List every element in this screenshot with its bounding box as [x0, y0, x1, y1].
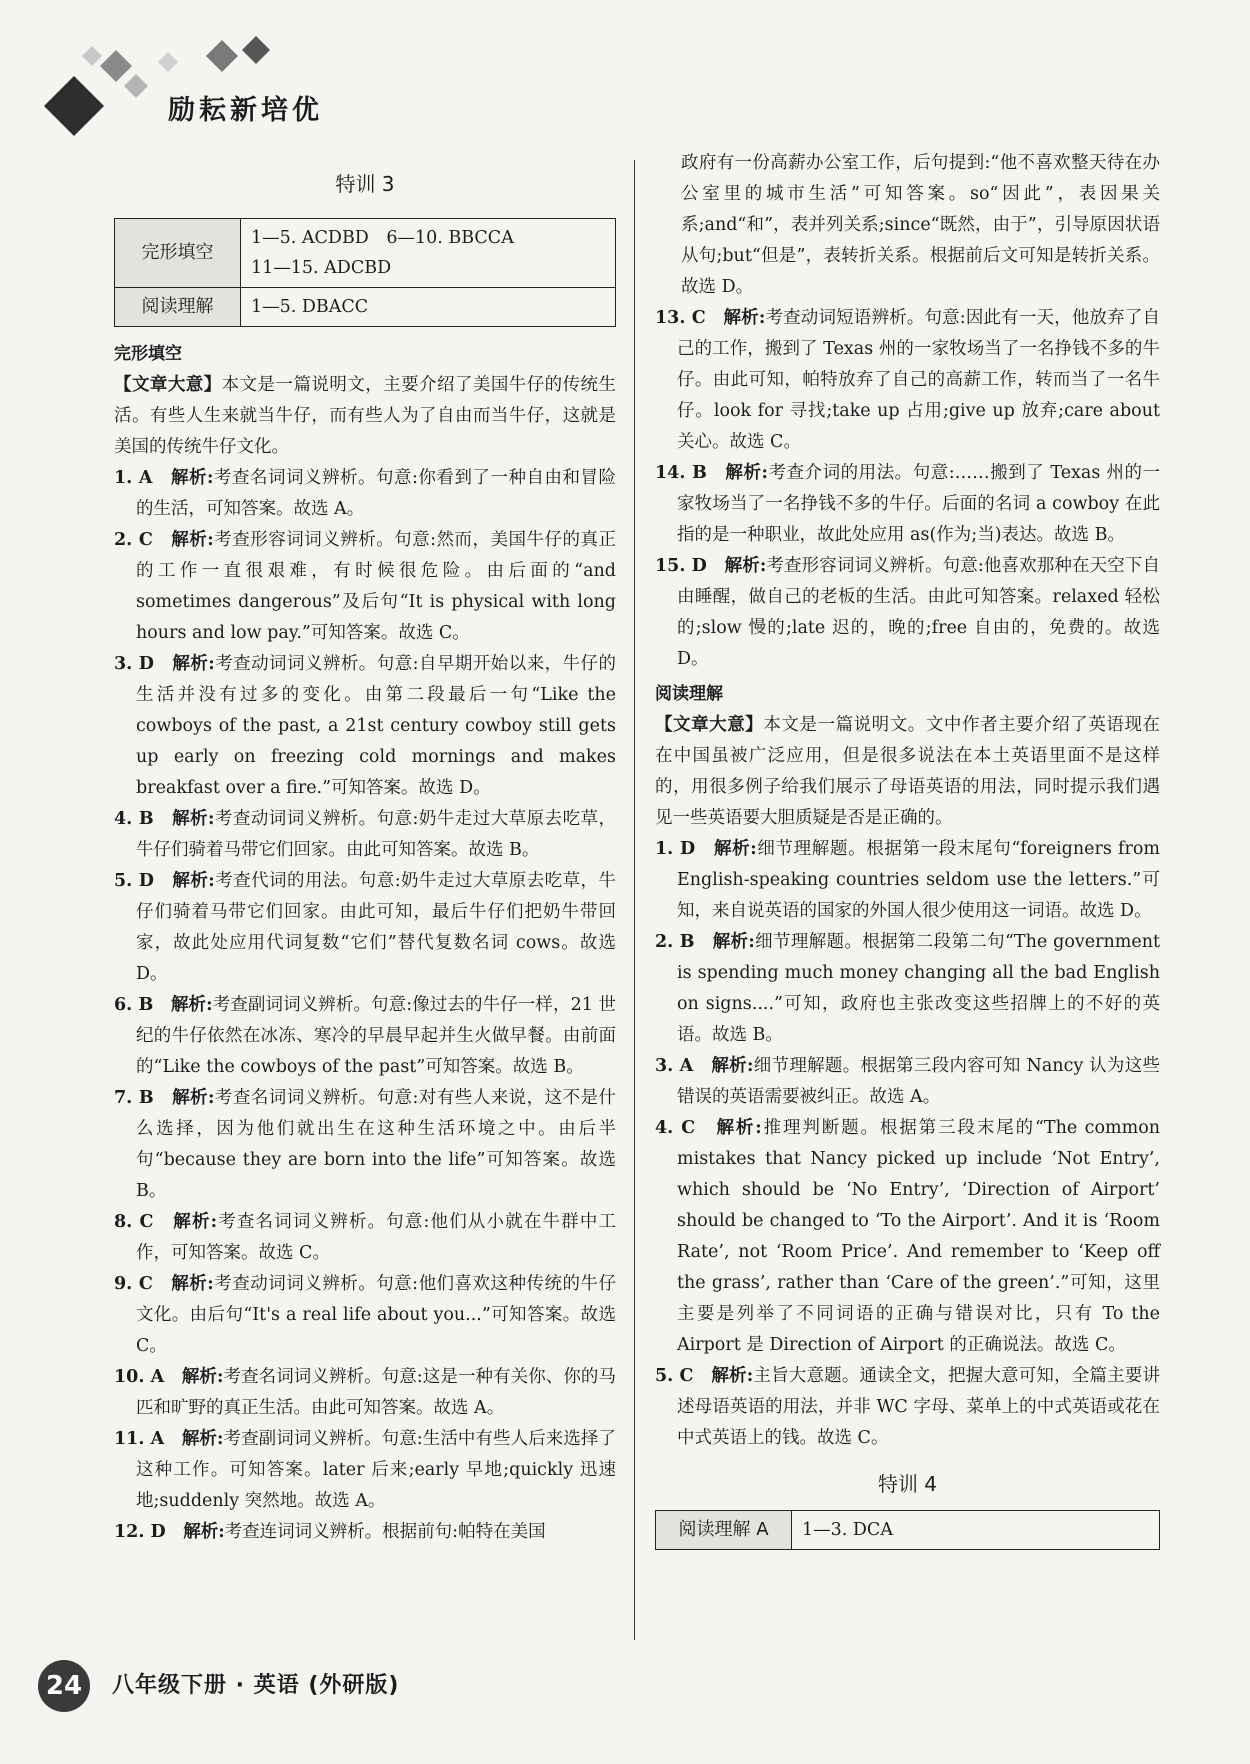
summary-key: 【文章大意】: [114, 375, 222, 395]
item-number: 9. C: [114, 1274, 153, 1294]
item-text: 考查动词词义辨析。句意:奶牛走过大草原去吃草，牛仔们骑着马带它们回家。由此可知答案。故选 B。: [136, 809, 617, 860]
item-analysis-key: 解析:: [172, 871, 215, 891]
summary-text: 本文是一篇说明文。文中作者主要介绍了英语现在在中国虽被广泛应用，但是很多说法在本土英语里面不是这样的，用很多例子给我们展示了母语英语的用法，同时提示我们遇见一些英语要大胆质疑是否是正确的。: [655, 715, 1161, 828]
item-analysis-key: 解析:: [172, 809, 215, 829]
summary-paragraph: [655, 710, 1160, 834]
item-number: 3. A: [655, 1056, 694, 1076]
continued-text: 政府有一份高薪办公室工作，后句提到:“他不喜欢整天待在办公室里的城市生活”可知答案。so“因此”，表因果关系;and“和”，表并列关系;since“既然，由于”，引导原因状语从句;but“但是”，表转折关系。根据前后文可知是转折关系。故选 D。: [681, 153, 1160, 297]
item-text: 考查名词词义辨析。句意:这是一种有关你、你的马匹和旷野的真正生活。由此可知答案。故选 A。: [136, 1367, 616, 1418]
item-analysis-key: 解析:: [183, 1522, 225, 1542]
item-text: 考查连词词义辨析。根据前句:帕特在美国: [224, 1522, 546, 1542]
table-answers: [241, 288, 616, 327]
brand-title: 励耘新培优: [168, 95, 323, 126]
item-analysis-key: 解析:: [172, 1088, 215, 1108]
item-number: 1. D: [655, 839, 696, 859]
page-number-badge: 24: [38, 1660, 90, 1712]
item-analysis-key: 解析:: [725, 463, 768, 483]
item-analysis-key: 解析:: [181, 1429, 224, 1449]
table-answers: [792, 1511, 1160, 1550]
list-item: [655, 927, 1160, 1051]
item-text: 考查介词的用法。句意:……搬到了 Texas 州的一家牧场当了一名挣钱不多的牛仔。后面的名词 a cowboy 在此指的是一种职业，故此处应用 as(作为;当)表达。故选 B。: [677, 463, 1160, 545]
item-analysis-key: 解析:: [712, 932, 755, 952]
list-item: [114, 1424, 616, 1517]
item-number: 11. A: [114, 1429, 165, 1449]
item-analysis-key: 解析:: [170, 468, 214, 488]
item-number: 7. B: [114, 1088, 154, 1108]
item-analysis-key: 解析:: [181, 1367, 224, 1387]
summary-paragraph: [114, 370, 616, 463]
item-number: 2. B: [655, 932, 695, 952]
section-title-4: 特训 4: [877, 1472, 938, 1496]
list-item: [114, 1083, 616, 1207]
heading-cloze: 完形填空: [114, 344, 182, 364]
item-number: 10. A: [114, 1367, 165, 1387]
list-item: [655, 303, 1160, 458]
answer-line: 1—5. ACDBD 6—10. BBCCA: [251, 228, 514, 248]
answer-line: 11—15. ADCBD: [251, 258, 392, 278]
answer-line: 1—3. DCA: [802, 1520, 893, 1540]
item-number: 13. C: [655, 308, 706, 328]
item-number: 4. B: [114, 809, 154, 829]
item-text: 考查名词词义辨析。句意:对有些人来说，这不是什么选择，因为他们就出生在这种生活环境之中。由后半句“because they are born into the life”可知答案。故选 B。: [136, 1088, 617, 1201]
table-answers: [241, 219, 616, 288]
section-title-3: 特训 3: [335, 172, 395, 196]
table-label: 阅读理解 A: [656, 1511, 792, 1550]
list-item: [114, 525, 616, 649]
list-item: [114, 990, 616, 1083]
item-number: 4. C: [655, 1118, 696, 1138]
list-item: [655, 1361, 1160, 1454]
list-item: [655, 1051, 1160, 1113]
answer-table-4: [655, 1510, 1160, 1550]
item-analysis-key: 解析:: [711, 1366, 754, 1386]
list-item: [655, 834, 1160, 927]
item-text: 细节理解题。根据第二段第二句“The government is spending much money changing all the bad English on signs....”可知，政府也主张改变这些招牌上的不好的英语。故选 B。: [677, 932, 1160, 1045]
item-text: 推理判断题。根据第三段末尾的“The common mistakes that Nancy picked up include ‘Not Entry’, which should be ‘No Entry’, ‘Direction of Airport’ should be changed to ‘To the Airport’. And it is ‘Room Rate’, not ‘Room Price’. And remember to ‘Keep off the grass’, rather than ‘Care of the green’.”可知，这里主要是列举了不同词语的正确与错误对比，只有 To the Airport 是 Direction of Airport 的正确说法。故选 C。: [677, 1118, 1161, 1355]
list-item: [114, 866, 616, 990]
item-text: 考查形容词词义辨析。句意:他喜欢那种在天空下自由睡醒，做自己的老板的生活。由此可知答案。relaxed 轻松的;slow 慢的;late 迟的，晚的;free 自由的，免费的。故选 D。: [677, 556, 1160, 669]
item-analysis-key: 解析:: [724, 556, 767, 576]
list-item: [114, 804, 616, 866]
item-analysis-key: 解析:: [716, 1118, 762, 1138]
right-column: [655, 148, 1160, 1550]
item-text: 考查名词词义辨析。句意:他们从小就在牛群中工作，可知答案。故选 C。: [136, 1212, 616, 1263]
item-text: 考查动词词义辨析。句意:自早期开始以来，牛仔的生活并没有过多的变化。由第二段最后一句“Like the cowboys of the past, a 21st century cowboy still gets up early on freezing cold mornings and makes breakfast over a fire.”可知答案。故选 D。: [136, 654, 616, 798]
item-text: 考查副词词义辨析。句意:像过去的牛仔一样，21 世纪的牛仔依然在冰冻、寒冷的早晨早起并生火做早餐。由前面的“Like the cowboys of the past”可知答案。故选 B。: [136, 995, 617, 1077]
list-item: [114, 463, 616, 525]
item-number: 8. C: [114, 1212, 154, 1232]
table-row: [115, 219, 616, 288]
item-number: 2. C: [114, 530, 153, 550]
item-analysis-key: 解析:: [171, 530, 214, 550]
item-text: 主旨大意题。通读全文，把握大意可知，全篇主要讲述母语英语的用法，并非 WC 字母、菜单上的中式英语或花在中式英语上的钱。故选 C。: [677, 1366, 1161, 1448]
item-analysis-key: 解析:: [171, 1274, 214, 1294]
column-divider: [634, 160, 635, 1640]
table-row: [115, 288, 616, 327]
item-text: 考查形容词词义辨析。句意:然而，美国牛仔的真正的工作一直很艰难，有时候很危险。由后面的“and sometimes dangerous”及后句“It is physical with long hours and low pay.”可知答案。故选 C。: [136, 530, 617, 643]
item-number: 14. B: [655, 463, 707, 483]
item-text: 细节理解题。根据第三段内容可知 Nancy 认为这些错误的英语需要被纠正。故选 A。: [677, 1056, 1161, 1107]
list-item: [114, 1362, 616, 1424]
answer-table-3: [114, 218, 616, 327]
item-number: 3. D: [114, 654, 154, 674]
list-item: [655, 1113, 1160, 1361]
item-text: 考查副词词义辨析。句意:生活中有些人后来选择了这种工作。可知答案。later 后来;early 早地;quickly 迅速地;suddenly 突然地。故选 A。: [136, 1429, 616, 1511]
list-item: [114, 1207, 616, 1269]
table-row: [656, 1511, 1160, 1550]
item-analysis-key: 解析:: [713, 839, 757, 859]
item-analysis-key: 解析:: [711, 1056, 754, 1076]
summary-key: 【文章大意】: [655, 715, 764, 735]
item-analysis-key: 解析:: [173, 1212, 218, 1232]
summary-text: 本文是一篇说明文，主要介绍了美国牛仔的传统生活。有些人生来就当牛仔，而有些人为了自由而当牛仔，这就是美国的传统牛仔文化。: [114, 375, 617, 457]
item-text: 考查动词词义辨析。句意:他们喜欢这种传统的牛仔文化。由后句“It's a real life about you...”可知答案。故选 C。: [136, 1274, 617, 1356]
table-label: 阅读理解: [115, 288, 241, 327]
item-analysis-key: 解析:: [723, 308, 766, 328]
list-item: [655, 458, 1160, 551]
item-analysis-key: 解析:: [170, 995, 213, 1015]
item-text: 考查代词的用法。句意:奶牛走过大草原去吃草，牛仔们骑着马带它们回家。由此可知，最后牛仔们把奶牛带回家，故此处应用代词复数“它们”替代复数名词 cows。故选 D。: [136, 871, 616, 984]
item-text: 考查名词词义辨析。句意:你看到了一种自由和冒险的生活，可知答案。故选 A。: [136, 468, 616, 519]
item-number: 5. C: [655, 1366, 694, 1386]
list-item: [114, 1269, 616, 1362]
item-analysis-key: 解析:: [172, 654, 215, 674]
footer-book-title: 八年级下册 · 英语 (外研版): [112, 1673, 400, 1698]
item-number: 12. D: [114, 1522, 166, 1542]
item-text: 细节理解题。根据第一段末尾句“foreigners from English-speaking countries seldom use the letters.”可知，来自说英语的国家的外国人很少使用这一词语。故选 D。: [677, 839, 1160, 921]
left-column: [114, 160, 616, 1548]
table-label: 完形填空: [115, 219, 241, 288]
item-text: 考查动词短语辨析。句意:因此有一天，他放弃了自己的工作，搬到了 Texas 州的一家牧场当了一名挣钱不多的牛仔。由此可知，帕特放弃了自己的高薪工作，转而当了一名牛仔。look for 寻找;take up 占用;give up 放弃;care about 关心。故选 C。: [677, 308, 1161, 452]
list-item: [114, 1517, 616, 1548]
list-item: [655, 551, 1160, 675]
item-number: 1. A: [114, 468, 153, 488]
item-number: 15. D: [655, 556, 707, 576]
heading-reading: 阅读理解: [655, 684, 723, 704]
item-number: 6. B: [114, 995, 154, 1015]
answer-line: 1—5. DBACC: [251, 297, 369, 317]
list-item: [114, 649, 616, 804]
item-number: 5. D: [114, 871, 154, 891]
